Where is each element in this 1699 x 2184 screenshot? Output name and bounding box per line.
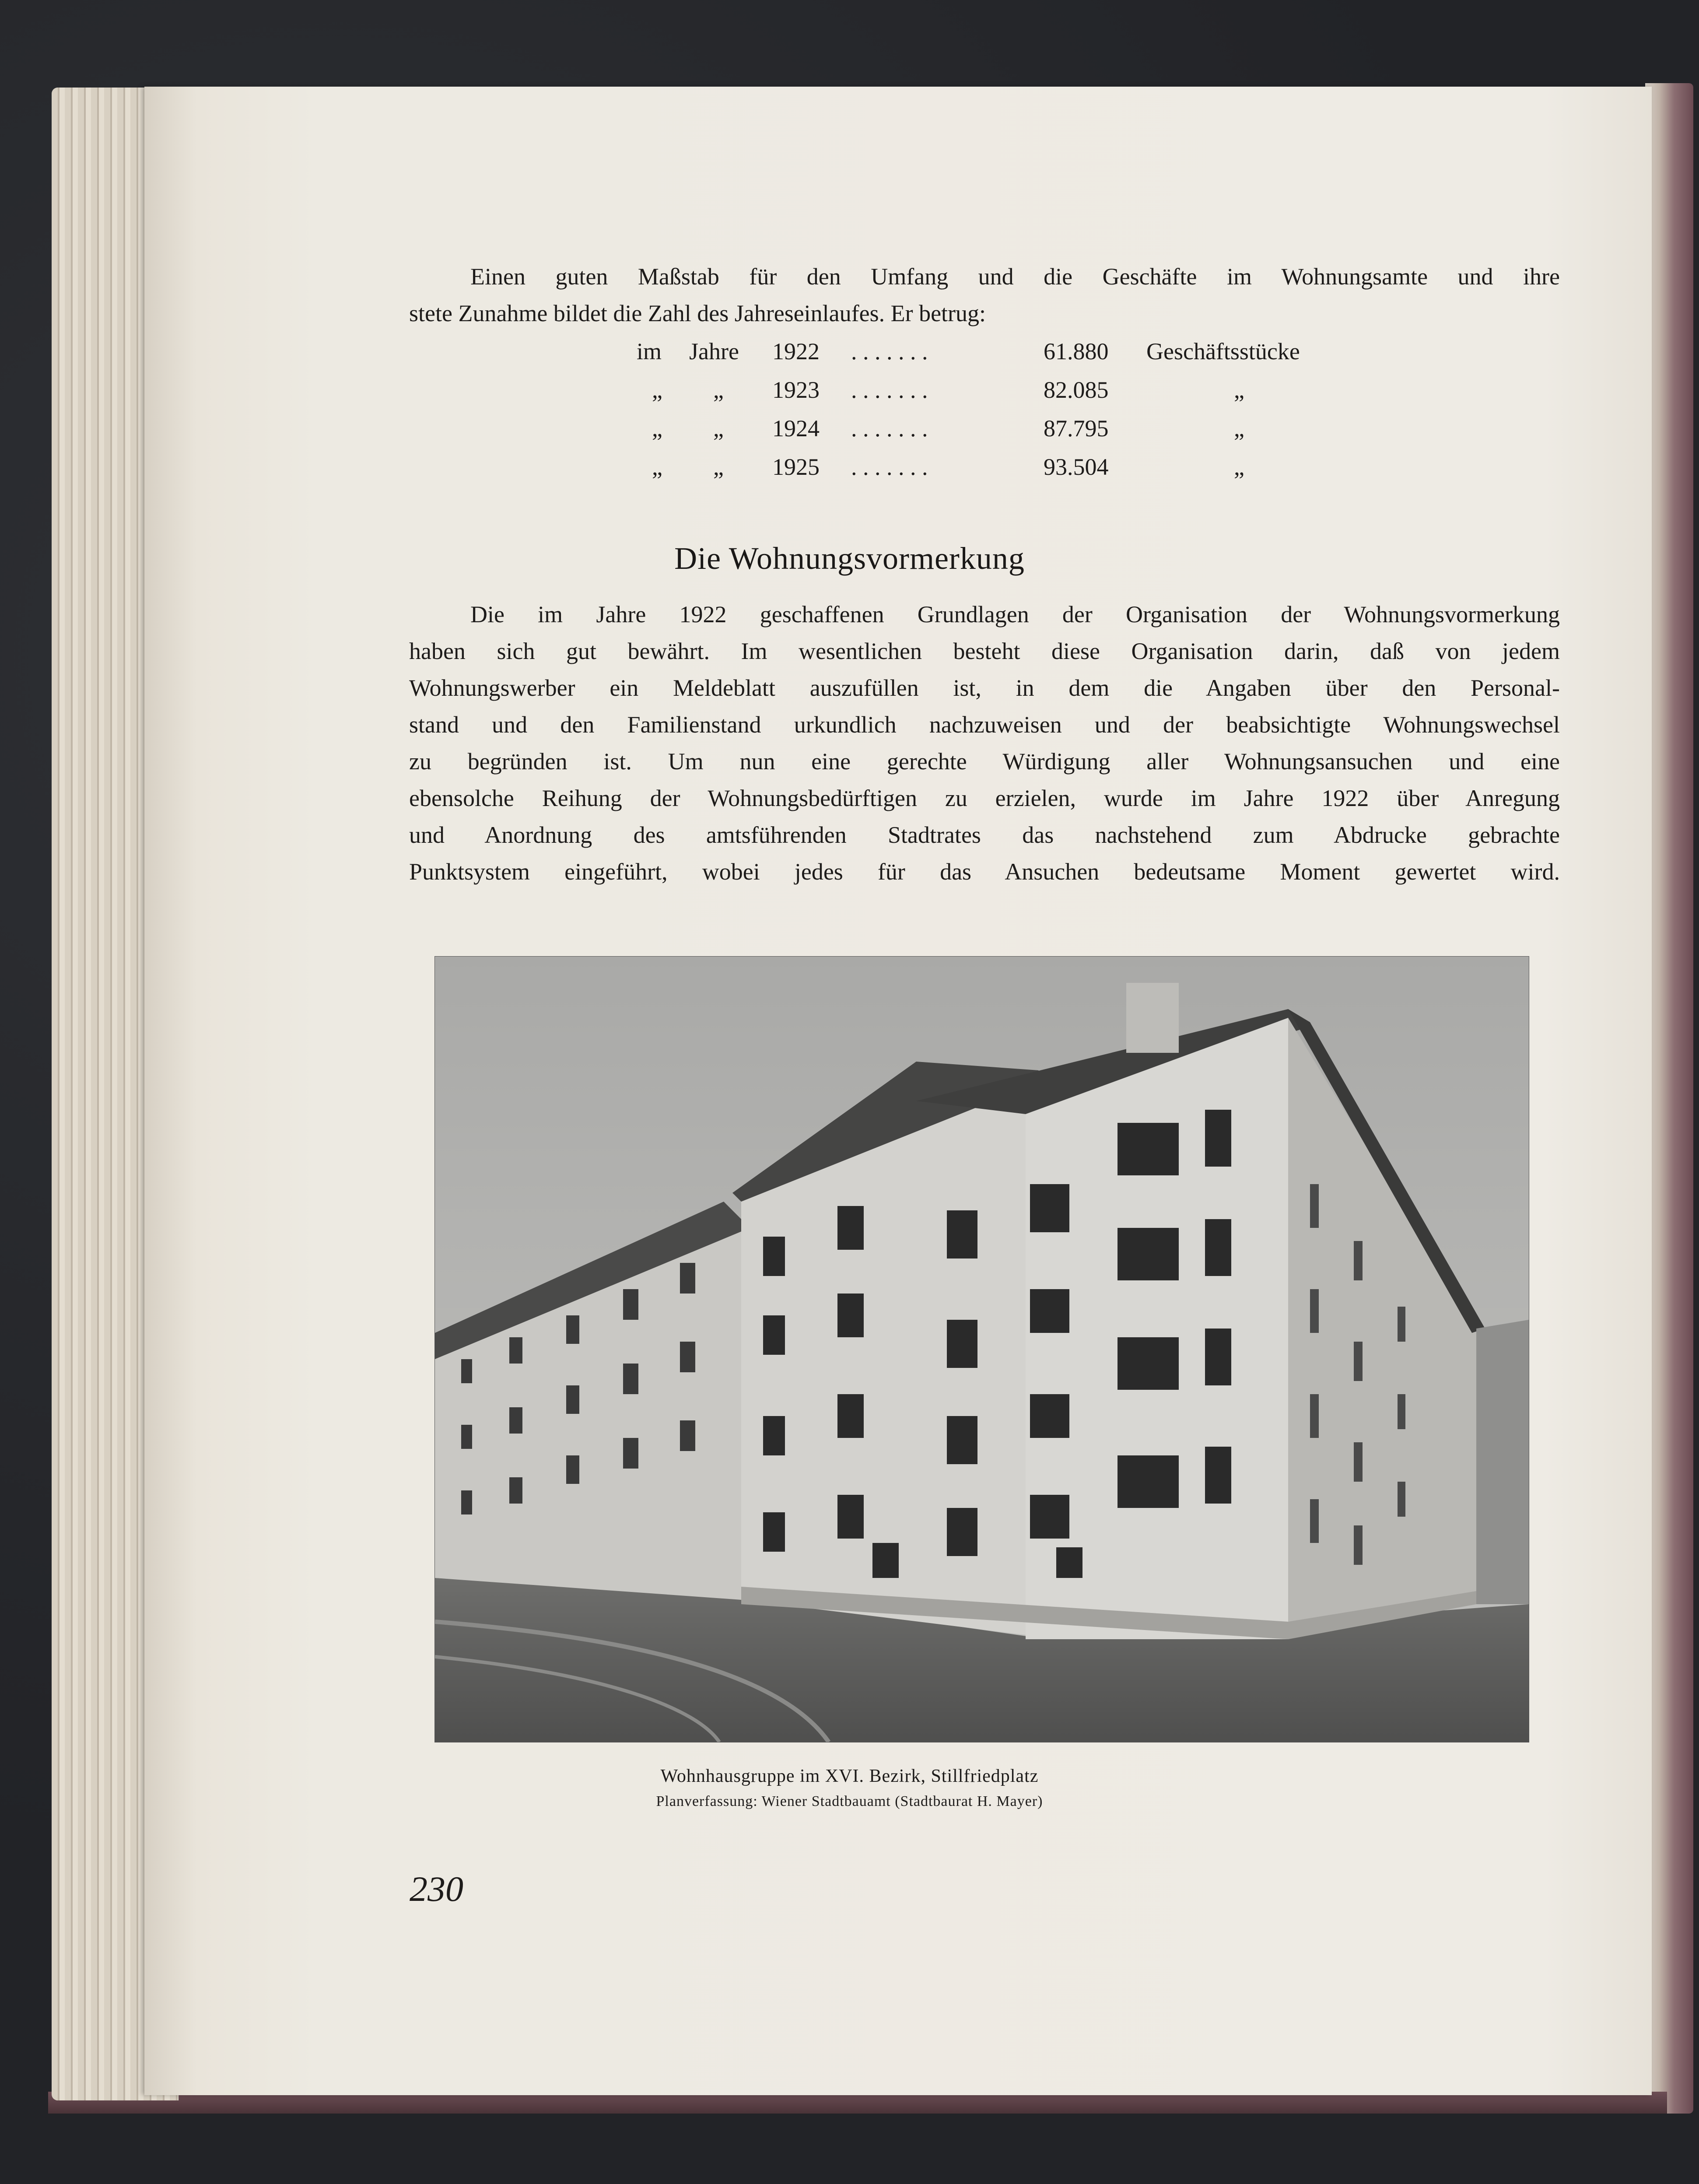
row-value: 61.880 — [1044, 338, 1109, 365]
photo-credit: Planverfassung: Wiener Stadtbauamt (Stadtbaurat H. Mayer) — [656, 1793, 1043, 1809]
row-dots: . . . . . . . — [851, 454, 928, 480]
row-prefix-b: „ — [713, 377, 724, 403]
row-prefix-a: „ — [652, 377, 662, 403]
row-prefix-b: „ — [713, 454, 724, 480]
row-dots: . . . . . . . — [851, 377, 928, 403]
building-photo-illustration — [435, 957, 1529, 1742]
row-year: 1923 — [772, 377, 820, 403]
page-number: 230 — [410, 1869, 463, 1909]
paragraph-line: Wohnungswerber ein Meldeblatt auszufüllen ist, in dem die Angaben über den Personal- — [409, 675, 1560, 701]
paragraph-line: Die im Jahre 1922 geschaffenen Grundlagen der Organisation der Wohnungsvormerkung — [470, 601, 1560, 628]
section-paragraph — [409, 596, 1560, 890]
row-dots: . . . . . . . — [851, 415, 928, 442]
row-unit: Geschäftsstücke — [1146, 338, 1300, 365]
photo-caption: Wohnhausgruppe im XVI. Bezirk, Stillfriedplatz — [660, 1766, 1039, 1786]
intro-line-2: stete Zunahme bildet die Zahl des Jahreseinlaufes. Er betrug: — [409, 300, 986, 326]
row-year: 1922 — [772, 338, 820, 365]
row-year: 1924 — [772, 415, 820, 442]
row-value: 93.504 — [1044, 454, 1109, 480]
intro-paragraph — [409, 258, 1560, 332]
row-prefix-a: „ — [652, 415, 662, 442]
paragraph-line: stand und den Familienstand urkundlich nachzuweisen und der beabsichtigte Wohnungswechsel — [409, 712, 1560, 738]
building-photograph — [434, 956, 1529, 1742]
row-value: 87.795 — [1044, 415, 1109, 442]
row-prefix-b: „ — [713, 415, 724, 442]
paragraph-line: Punktsystem eingeführt, wobei jedes für das Ansuchen bedeutsame Moment gewertet wird. — [409, 859, 1560, 885]
section-heading: Die Wohnungsvormerkung — [674, 541, 1025, 576]
row-value: 82.085 — [1044, 377, 1109, 403]
row-unit: „ — [1234, 377, 1244, 403]
intro-line-1: Einen guten Maßstab für den Umfang und die Geschäfte im Wohnungsamte und ihre — [470, 263, 1560, 290]
row-prefix-b: Jahre — [689, 338, 739, 365]
paragraph-line: haben sich gut bewährt. Im wesentlichen besteht diese Organisation darin, daß von jedem — [409, 638, 1560, 664]
row-year: 1925 — [772, 454, 820, 480]
row-prefix-a: „ — [652, 454, 662, 480]
row-unit: „ — [1234, 454, 1244, 480]
row-dots: . . . . . . . — [851, 338, 928, 365]
paragraph-line: und Anordnung des amtsführenden Stadtrates das nachstehend zum Abdrucke gebrachte — [409, 822, 1560, 848]
paragraph-line: zu begründen ist. Um nun eine gerechte Würdigung aller Wohnungsansuchen und eine — [409, 748, 1560, 775]
paragraph-line: ebensolche Reihung der Wohnungsbedürftigen zu erzielen, wurde im Jahre 1922 über Anregung — [409, 785, 1560, 811]
row-unit: „ — [1234, 415, 1244, 442]
row-prefix-a: im — [637, 338, 662, 365]
